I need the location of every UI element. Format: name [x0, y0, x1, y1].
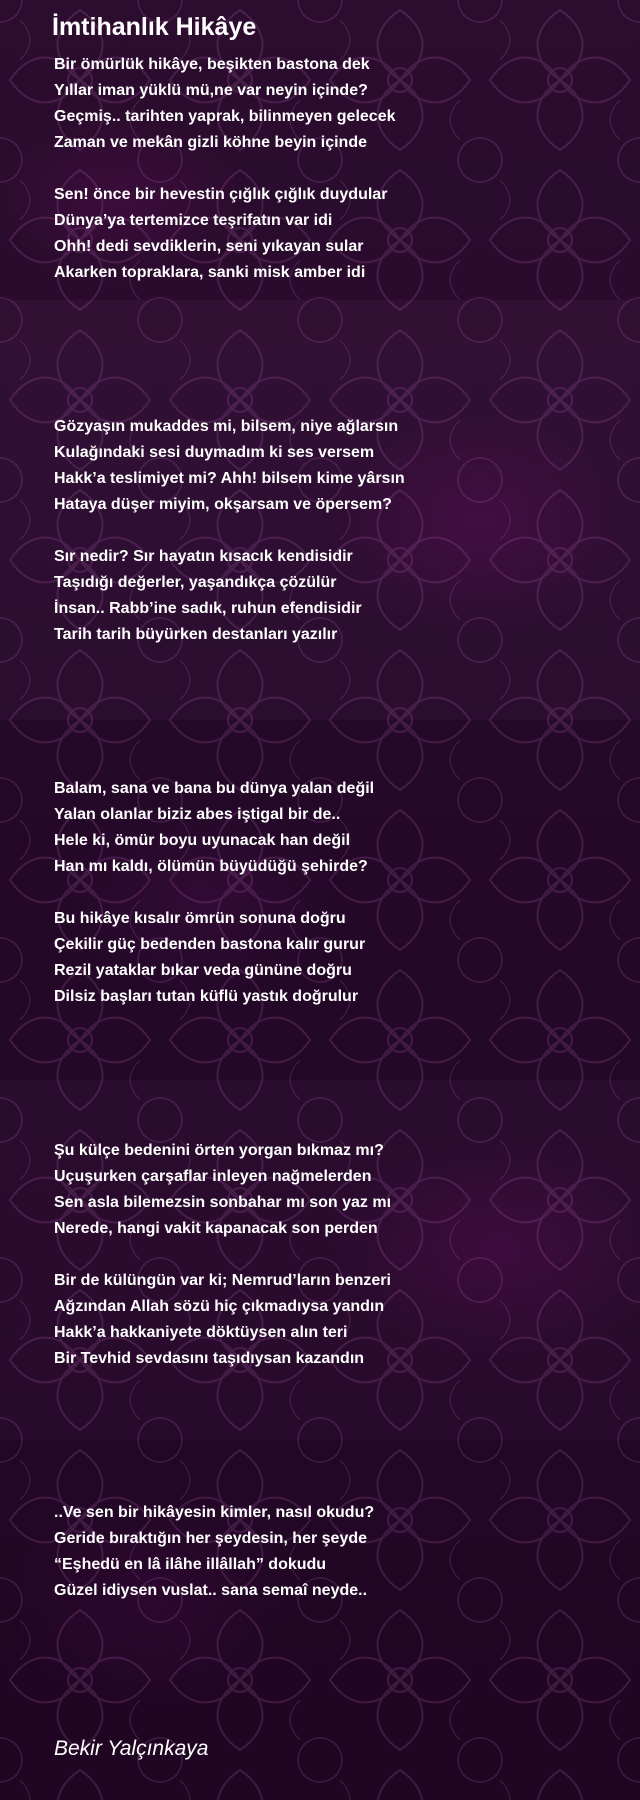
poem-line: Uçuşurken çarşaflar inleyen nağmelerden	[54, 1168, 372, 1185]
section-gap	[54, 286, 614, 414]
poem-line: Bir de külüngün var ki; Nemrud’ların benzeri	[54, 1272, 391, 1289]
poem-line: Taşıdığı değerler, yaşandıkça çözülür	[54, 574, 337, 591]
poem-line: Bir Tevhid sevdasını taşıdıysan kazandın	[54, 1350, 365, 1367]
poem-line: Bu hikâye kısalır ömrün sonuna doğru	[54, 910, 346, 927]
poem-line: Yalan olanlar biziz abes iştigal bir de..	[54, 806, 341, 823]
poem-line: Ağzından Allah sözü hiç çıkmadıysa yandın	[54, 1298, 385, 1315]
poem-line: Han mı kaldı, ölümün büyüdüğü şehirde?	[54, 858, 368, 875]
poem-line: Gözyaşın mukaddes mi, bilsem, niye ağlarsın	[54, 418, 399, 435]
poem-line: “Eşhedü en lâ ilâhe illâllah” dokudu	[54, 1556, 327, 1573]
poem-line: Hakk’a teslimiyet mi? Ahh! bilsem kime yârsın	[54, 470, 405, 487]
stanza	[54, 544, 614, 648]
poem-section	[54, 776, 614, 1010]
poem-line: Geçmiş.. tarihten yaprak, bilinmeyen gelecek	[54, 108, 396, 125]
poem-line: Şu külçe bedenini örten yorgan bıkmaz mı?	[54, 1142, 384, 1159]
stanza	[54, 1138, 614, 1242]
poem-line: Kulağındaki sesi duymadım ki ses versem	[54, 444, 375, 461]
poem-line: Ohh! dedi sevdiklerin, seni yıkayan sular	[54, 238, 364, 255]
poem-container	[54, 12, 614, 1604]
stanza	[54, 776, 614, 880]
stanza-gap	[54, 880, 614, 906]
poem-line: Tarih tarih büyürken destanları yazılır	[54, 626, 338, 643]
poem-line: Güzel idiysen vuslat.. sana semaî neyde..	[54, 1582, 368, 1599]
stanza	[54, 414, 614, 518]
section-gap	[54, 648, 614, 776]
poem-line: Çekilir güç bedenden bastona kalır gurur	[54, 936, 366, 953]
stanza-gap	[54, 1242, 614, 1268]
poem-section	[54, 414, 614, 648]
stanza	[54, 1500, 614, 1604]
poem-line: Hataya düşer miyim, okşarsam ve öpersem?	[54, 496, 392, 513]
poem-section	[54, 1500, 614, 1604]
stanza	[54, 906, 614, 1010]
poem-line: Sen! önce bir hevestin çığlık çığlık duydular	[54, 186, 388, 203]
section-gap	[54, 1372, 614, 1500]
section-gap	[54, 1010, 614, 1138]
poem-section	[54, 1138, 614, 1372]
stanza	[54, 182, 614, 286]
poem-line: ..Ve sen bir hikâyesin kimler, nasıl okudu?	[54, 1504, 375, 1521]
stanza-gap	[54, 156, 614, 182]
stanza-gap	[54, 518, 614, 544]
stanza	[54, 52, 614, 156]
poem-line: Yıllar iman yüklü mü,ne var neyin içinde?	[54, 82, 368, 99]
poem-section	[54, 52, 614, 286]
poem-line: Balam, sana ve bana bu dünya yalan değil	[54, 780, 375, 797]
poem-line: Zaman ve mekân gizli köhne beyin içinde	[54, 134, 367, 151]
poem-body	[54, 52, 614, 1604]
poem-line: Geride bıraktığın her şeydesin, her şeyde	[54, 1530, 368, 1547]
poem-line: Bir ömürlük hikâye, beşikten bastona dek	[54, 56, 370, 73]
poem-line: Dünya’ya tertemizce teşrifatın var idi	[54, 212, 333, 229]
poem-line: Sır nedir? Sır hayatın kısacık kendisidir	[54, 548, 353, 565]
poem-title: İmtihanlık Hikâye	[52, 13, 257, 41]
poem-line: Nerede, hangi vakit kapanacak son perden	[54, 1220, 378, 1237]
poem-line: Akarken topraklara, sanki misk amber idi	[54, 264, 366, 281]
poem-line: Hakk’a hakkaniyete döktüysen alın teri	[54, 1324, 348, 1341]
stanza	[54, 1268, 614, 1372]
poem-line: Hele ki, ömür boyu uyunacak han değil	[54, 832, 351, 849]
poem-line: İnsan.. Rabb’ine sadık, ruhun efendisidir	[54, 600, 362, 617]
poem-line: Dilsiz başları tutan küflü yastık doğrulur	[54, 988, 359, 1005]
poem-line: Sen asla bilemezsin sonbahar mı son yaz mı	[54, 1194, 392, 1211]
poem-author: Bekir Yalçınkaya	[54, 1737, 209, 1760]
poem-line: Rezil yataklar bıkar veda gününe doğru	[54, 962, 352, 979]
